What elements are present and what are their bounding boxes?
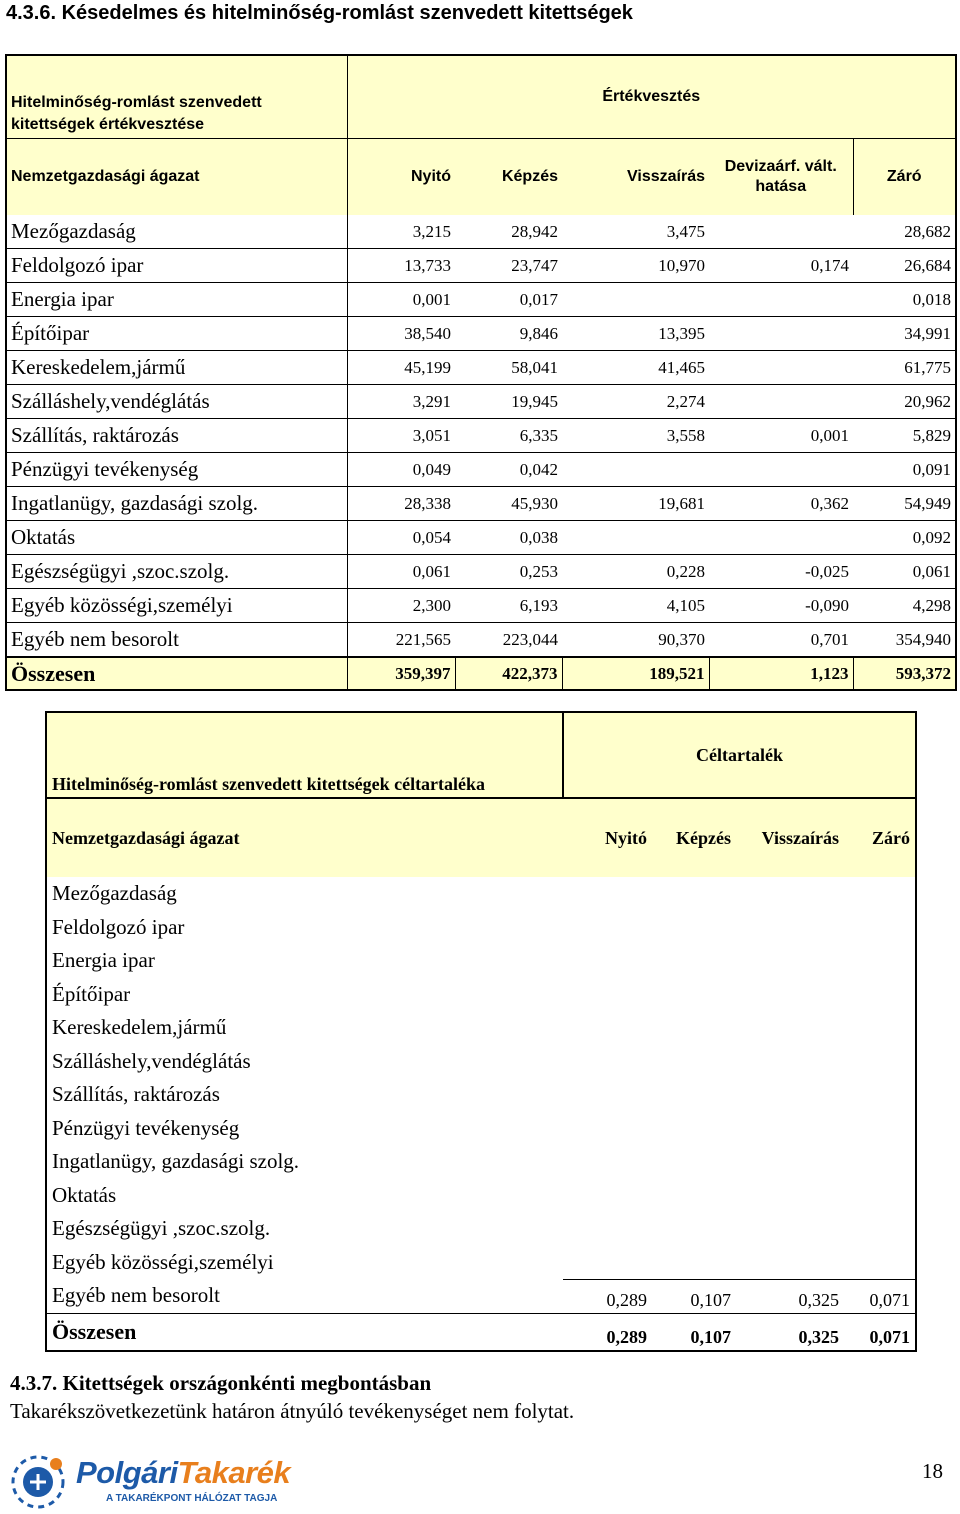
cell-reversal: [736, 877, 844, 911]
cell-reversal: [736, 1078, 844, 1112]
row-label: Szálláshely,vendéglátás: [6, 385, 347, 419]
cell-reversal: 19,681: [562, 487, 709, 521]
prov-total-closing: 0,071: [844, 1313, 916, 1351]
prov-col-header-formation: Képzés: [652, 798, 736, 877]
row-label: Energia ipar: [46, 944, 563, 978]
cell-reversal: [736, 944, 844, 978]
impairment-table: [5, 54, 957, 691]
table-row: [6, 589, 956, 623]
table-row: [46, 1078, 916, 1112]
row-label: Mezőgazdaság: [46, 877, 563, 911]
row-label: Ingatlanügy, gazdasági szolg.: [6, 487, 347, 521]
row-label: Feldolgozó ipar: [6, 249, 347, 283]
cell-closing: 5,829: [853, 419, 956, 453]
row-label: Feldolgozó ipar: [46, 911, 563, 945]
total-row-label: Összesen: [6, 657, 347, 690]
cell-formation: [652, 1246, 736, 1280]
table-row: [46, 1179, 916, 1213]
table-row: [6, 385, 956, 419]
row-label: Szállítás, raktározás: [46, 1078, 563, 1112]
row-label: Ingatlanügy, gazdasági szolg.: [46, 1145, 563, 1179]
table-row: [46, 911, 916, 945]
cell-formation: 58,041: [455, 351, 562, 385]
cell-reversal: [736, 911, 844, 945]
cell-reversal: 0,228: [562, 555, 709, 589]
cell-formation: [652, 1145, 736, 1179]
total-formation: 422,373: [455, 657, 562, 690]
cell-formation: [652, 1011, 736, 1045]
row-label: Szálláshely,vendéglátás: [46, 1045, 563, 1079]
impairment-table-title: Hitelminőség-romlást szenvedett kitettségek értékvesztése: [6, 55, 347, 139]
cell-fx: [709, 521, 853, 555]
cell-formation: 0,253: [455, 555, 562, 589]
cell-formation: [652, 1212, 736, 1246]
cell-closing: [844, 1112, 916, 1146]
cell-formation: [652, 1078, 736, 1112]
cell-fx: 0,174: [709, 249, 853, 283]
prov-col-header-opening: Nyitó: [563, 798, 652, 877]
row-label: Egyéb nem besorolt: [46, 1279, 563, 1313]
row-label: Oktatás: [46, 1179, 563, 1213]
table-row: [6, 555, 956, 589]
cell-formation: 19,945: [455, 385, 562, 419]
cell-fx: 0,001: [709, 419, 853, 453]
cell-opening: 221,565: [347, 623, 455, 658]
cell-formation: 0,042: [455, 453, 562, 487]
cell-opening: 0,001: [347, 283, 455, 317]
cell-fx: -0,025: [709, 555, 853, 589]
cell-formation: 6,335: [455, 419, 562, 453]
table-row: [46, 1045, 916, 1079]
cell-reversal: 4,105: [562, 589, 709, 623]
cell-reversal: 90,370: [562, 623, 709, 658]
cell-formation: 28,942: [455, 215, 562, 249]
cell-opening: 3,215: [347, 215, 455, 249]
table-row: [46, 978, 916, 1012]
logo-emblem-icon: [8, 1454, 70, 1512]
cell-fx: [709, 351, 853, 385]
cell-closing: [844, 1246, 916, 1280]
table-row: [46, 1011, 916, 1045]
cell-formation: 9,846: [455, 317, 562, 351]
prov-total-formation: 0,107: [652, 1313, 736, 1351]
cell-fx: 0,701: [709, 623, 853, 658]
table-row: [46, 1112, 916, 1146]
cell-opening: [563, 1011, 652, 1045]
cell-formation: [652, 1045, 736, 1079]
cell-reversal: [736, 1179, 844, 1213]
cell-formation: [652, 944, 736, 978]
cell-opening: 45,199: [347, 351, 455, 385]
table-row: [6, 453, 956, 487]
cell-formation: [652, 1179, 736, 1213]
cell-closing: 0,061: [853, 555, 956, 589]
table-row: [6, 487, 956, 521]
prov-col-header-closing: Záró: [844, 798, 916, 877]
table-row: [6, 351, 956, 385]
cell-opening: 0,054: [347, 521, 455, 555]
row-label: Építőipar: [46, 978, 563, 1012]
cell-fx: [709, 453, 853, 487]
cell-reversal: [736, 978, 844, 1012]
cell-reversal: [736, 1045, 844, 1079]
section-body-text: Takarékszövetkezetünk határon átnyúló tevékenységet nem folytat.: [10, 1399, 575, 1423]
cell-closing: [844, 1145, 916, 1179]
cell-opening: [563, 877, 652, 911]
prov-col-header-reversal: Visszaírás: [736, 798, 844, 877]
cell-reversal: 0,325: [736, 1279, 844, 1313]
cell-closing: 0,092: [853, 521, 956, 555]
cell-opening: [563, 1212, 652, 1246]
provision-table-title: Hitelminőség-romlást szenvedett kitettségek céltartaléka: [46, 712, 563, 798]
cell-reversal: [562, 283, 709, 317]
cell-reversal: [736, 1145, 844, 1179]
cell-opening: 28,338: [347, 487, 455, 521]
provision-table: [45, 711, 917, 1352]
cell-closing: 0,018: [853, 283, 956, 317]
cell-closing: 20,962: [853, 385, 956, 419]
row-label: Pénzügyi tevékenység: [46, 1112, 563, 1146]
section-title-4-3-6: 4.3.6. Késedelmes és hitelminőség-romlást szenvedett kitettségek: [6, 2, 633, 24]
cell-opening: [563, 911, 652, 945]
row-label: Egészségügyi ,szoc.szolg.: [6, 555, 347, 589]
col-header-formation: Képzés: [455, 139, 562, 216]
table-row: [46, 1246, 916, 1280]
cell-opening: [563, 978, 652, 1012]
section-title-4-3-7: 4.3.7. Kitettségek országonkénti megbontásban: [10, 1371, 432, 1395]
provision-group-header: Céltartalék: [563, 712, 916, 798]
cell-closing: 0,091: [853, 453, 956, 487]
impairment-group-header: Értékvesztés: [347, 55, 956, 139]
table-row: [6, 623, 956, 658]
cell-fx: [709, 317, 853, 351]
row-label: Egyéb közösségi,személyi: [46, 1246, 563, 1280]
cell-closing: [844, 944, 916, 978]
cell-opening: [563, 1145, 652, 1179]
cell-opening: [563, 1045, 652, 1079]
cell-opening: 13,733: [347, 249, 455, 283]
row-label: Kereskedelem,jármű: [46, 1011, 563, 1045]
cell-reversal: 10,970: [562, 249, 709, 283]
cell-closing: 34,991: [853, 317, 956, 351]
table-row: [6, 249, 956, 283]
table-row: [46, 944, 916, 978]
cell-fx: [709, 283, 853, 317]
cell-closing: [844, 1011, 916, 1045]
cell-formation: 45,930: [455, 487, 562, 521]
col-header-opening: Nyitó: [347, 139, 455, 216]
cell-fx: [709, 215, 853, 249]
cell-reversal: [736, 1212, 844, 1246]
cell-opening: 0,061: [347, 555, 455, 589]
prov-total-row-label: Összesen: [46, 1313, 563, 1351]
cell-closing: 354,940: [853, 623, 956, 658]
row-label: Egészségügyi ,szoc.szolg.: [46, 1212, 563, 1246]
cell-formation: 0,017: [455, 283, 562, 317]
cell-formation: [652, 877, 736, 911]
cell-opening: 3,291: [347, 385, 455, 419]
cell-opening: [563, 1246, 652, 1280]
cell-opening: 3,051: [347, 419, 455, 453]
cell-reversal: 41,465: [562, 351, 709, 385]
cell-opening: [563, 944, 652, 978]
cell-opening: [563, 1179, 652, 1213]
cell-closing: 4,298: [853, 589, 956, 623]
row-label: Egyéb nem besorolt: [6, 623, 347, 658]
cell-formation: 0,038: [455, 521, 562, 555]
cell-closing: [844, 1212, 916, 1246]
row-label: Kereskedelem,jármű: [6, 351, 347, 385]
table-row: [46, 1145, 916, 1179]
row-label: Mezőgazdaság: [6, 215, 347, 249]
col-header-sector: Nemzetgazdasági ágazat: [6, 139, 347, 216]
logo-tagline: A TAKARÉKPONT HÁLÓZAT TAGJA: [106, 1493, 278, 1504]
cell-opening: 0,049: [347, 453, 455, 487]
cell-closing: 26,684: [853, 249, 956, 283]
cell-formation: 6,193: [455, 589, 562, 623]
cell-opening: 2,300: [347, 589, 455, 623]
cell-formation: [652, 911, 736, 945]
table-row: [6, 215, 956, 249]
page-number: 18: [922, 1459, 943, 1483]
cell-closing: [844, 1045, 916, 1079]
row-label: Pénzügyi tevékenység: [6, 453, 347, 487]
cell-reversal: 2,274: [562, 385, 709, 419]
cell-fx: [709, 385, 853, 419]
cell-closing: 28,682: [853, 215, 956, 249]
table-row: [6, 419, 956, 453]
cell-opening: 38,540: [347, 317, 455, 351]
total-opening: 359,397: [347, 657, 455, 690]
cell-formation: 223,044: [455, 623, 562, 658]
cell-opening: 0,289: [563, 1279, 652, 1313]
cell-closing: 61,775: [853, 351, 956, 385]
cell-formation: 0,107: [652, 1279, 736, 1313]
cell-closing: [844, 877, 916, 911]
company-logo: [8, 1452, 298, 1514]
prov-total-opening: 0,289: [563, 1313, 652, 1351]
total-closing: 593,372: [853, 657, 956, 690]
table-row: [6, 283, 956, 317]
col-header-closing: Záró: [853, 139, 956, 216]
cell-reversal: 13,395: [562, 317, 709, 351]
cell-formation: [652, 978, 736, 1012]
cell-closing: [844, 1078, 916, 1112]
table-row: [46, 877, 916, 911]
prov-col-header-sector: Nemzetgazdasági ágazat: [46, 798, 563, 877]
cell-reversal: [562, 521, 709, 555]
row-label: Energia ipar: [6, 283, 347, 317]
row-label: Építőipar: [6, 317, 347, 351]
row-label: Oktatás: [6, 521, 347, 555]
table-row: [46, 1279, 916, 1313]
cell-closing: 0,071: [844, 1279, 916, 1313]
cell-closing: 54,949: [853, 487, 956, 521]
cell-opening: [563, 1078, 652, 1112]
cell-closing: [844, 911, 916, 945]
cell-formation: [652, 1112, 736, 1146]
cell-closing: [844, 1179, 916, 1213]
table-row: [6, 317, 956, 351]
row-label: Szállítás, raktározás: [6, 419, 347, 453]
total-fx-effect: 1,123: [709, 657, 853, 690]
cell-reversal: 3,475: [562, 215, 709, 249]
prov-total-reversal: 0,325: [736, 1313, 844, 1351]
cell-reversal: [736, 1011, 844, 1045]
col-header-reversal: Visszaírás: [562, 139, 709, 216]
cell-reversal: [736, 1246, 844, 1280]
cell-fx: -0,090: [709, 589, 853, 623]
logo-wordmark: PolgáriTakarék: [76, 1455, 291, 1490]
table-row: [46, 1212, 916, 1246]
cell-reversal: [736, 1112, 844, 1146]
table-row: [6, 521, 956, 555]
cell-closing: [844, 978, 916, 1012]
cell-formation: 23,747: [455, 249, 562, 283]
row-label: Egyéb közösségi,személyi: [6, 589, 347, 623]
cell-fx: 0,362: [709, 487, 853, 521]
col-header-fx-effect: Devizaárf. vált. hatása: [709, 139, 853, 216]
cell-opening: [563, 1112, 652, 1146]
total-reversal: 189,521: [562, 657, 709, 690]
cell-reversal: [562, 453, 709, 487]
cell-reversal: 3,558: [562, 419, 709, 453]
